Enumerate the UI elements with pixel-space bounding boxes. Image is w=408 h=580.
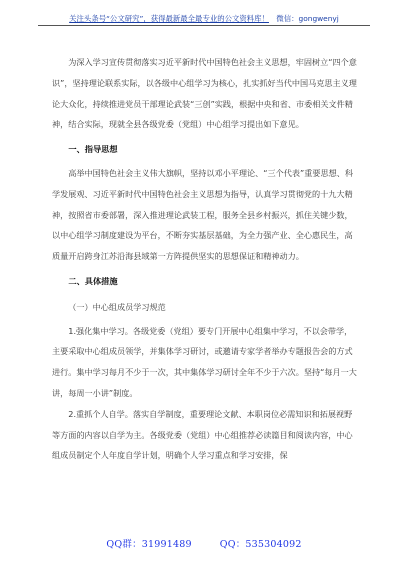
contact-footer (0, 536, 408, 550)
section-heading-guiding-ideology: 一、指导思想 (68, 144, 118, 155)
intro-paragraph: 为深入学习宣传贯彻落实习近平新时代中国特色社会主义思想，牢固树立“四个意识”，坚持理论联系实际，以各级中心组学习为核心，扎实抓好当代中国马克思主义理论大众化，持续推进党员干部理论武装“三创”实践，根据中央和省、市委相关文件精神，结合实际，现就全县各级党委（党组）中心组学习提出如下意见。 (52, 57, 357, 130)
subsection-heading: （一）中心组成员学习规范 (68, 301, 166, 312)
wechat-id: 微信：gongwenyj (276, 14, 339, 23)
section-heading-measures: 二、具体措施 (68, 275, 118, 286)
qq-group: QQ群：31991489 (106, 539, 192, 550)
document-body (52, 52, 357, 466)
promo-header (38, 12, 370, 26)
measure-paragraph-2: 2.重抓个人自学。落实自学制度，重要理论文献、本职岗位必需知识和拓展视野等方面的内容以自学为主。各级党委（党组）中心组推荐必读篇目和阅读内容，中心组成员制定个人年度自学计划，明确个人学习重点和学习安排，保 (52, 408, 353, 461)
guiding-ideology-paragraph: 高举中国特色社会主义伟大旗帜，坚持以邓小平理论、“三个代表”重要思想、科学发展观、习近平新时代中国特色社会主义思想为指导，认真学习贯彻党的十九大精神，按照省市委部署，深入推进理论武装工程，服务全县乡村振兴，抓住关键少数，以中心组学习制度建设为平台，不断夯实基层基础，为全力强产业、全心惠民生，高质量开启跨身江苏沿海县域第一方阵提供坚实的思想保证和精神动力。 (52, 167, 353, 262)
measure-paragraph-1: 1.强化集中学习。各级党委（党组）要专门开展中心组集中学习，不以会带学，主要采取中心组成员领学，并集体学习研讨，或邀请专家学者举办专题报告会的方式进行。集中学习每月不少于一次，其中集体学习研讨全年不少于六次。坚持“每月一大讲，每周一小讲”制度。 (52, 325, 357, 398)
promo-link[interactable]: 关注头条号“公文研究”，获得最新最全最专业的公文资料库！ (69, 14, 269, 23)
qq-number: QQ：535304092 (219, 539, 302, 550)
